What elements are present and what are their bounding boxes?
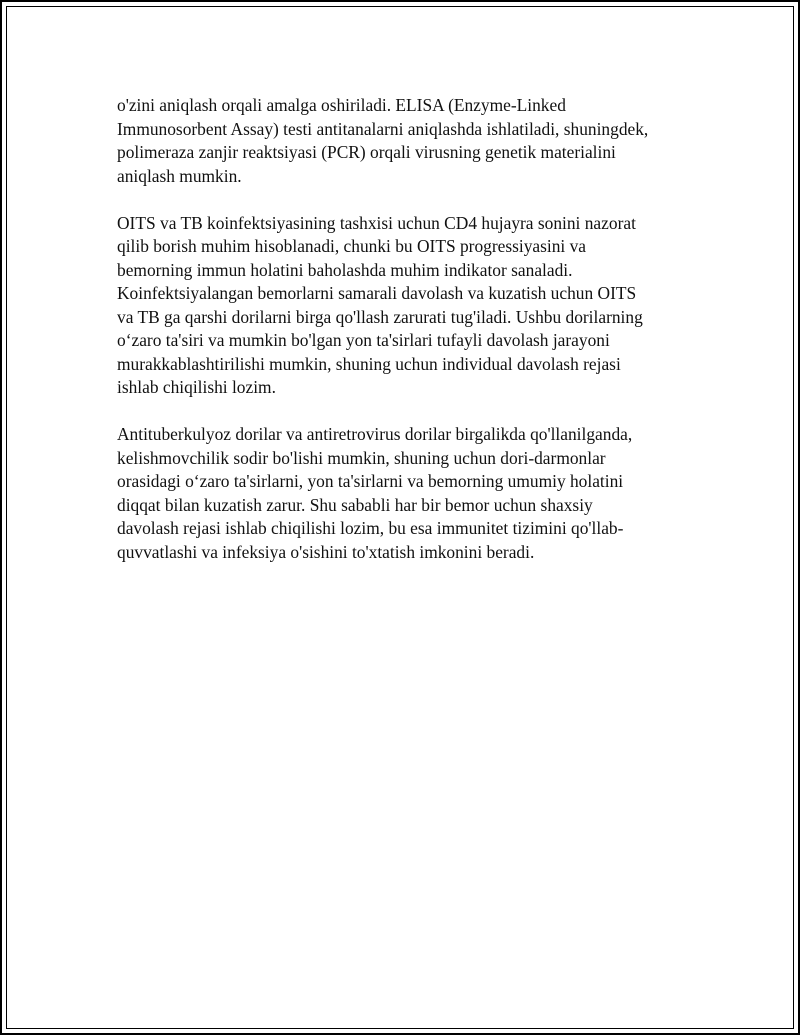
text-line: kelishmovchilik sodir bo'lishi mumkin, shuning uchun dori-darmonlar <box>117 447 606 468</box>
text-line: bemorning immun holatini baholashda muhim indikator sanaladi. <box>117 259 573 280</box>
text-line: quvvatlashi va infeksiya o'sishini to'xtatish imkonini beradi. <box>117 541 535 562</box>
text-line: va TB ga qarshi dorilarni birga qo'llash zarurati tug'iladi. Ushbu dorilarning <box>117 306 643 327</box>
text-line: Antituberkulyoz dorilar va antiretrovirus dorilar birgalikda qo'llanilganda, <box>117 424 633 444</box>
text-line: orasidagi o‘zaro ta'sirlarni, yon ta'sirlarni va bemorning umumiy holatini <box>117 471 624 491</box>
text-line: aniqlash mumkin. <box>117 165 242 186</box>
text-line: murakkablashtirilishi mumkin, shuning uchun individual davolash rejasi <box>117 353 621 374</box>
text-line: ishlab chiqilishi lozim. <box>117 377 276 397</box>
text-line: o'zini aniqlash orqali amalga oshiriladi. ELISA (Enzyme-Linked <box>117 95 566 115</box>
paragraph-3 <box>117 423 692 564</box>
text-line: davolash rejasi ishlab chiqilishi lozim, bu esa immunitet tizimini qo'llab- <box>117 518 624 538</box>
paragraph-1 <box>117 94 692 188</box>
paragraph-2 <box>117 212 692 400</box>
text-line: Koinfektsiyalangan bemorlarni samarali davolash va kuzatish uchun OITS <box>117 283 637 303</box>
text-line: o‘zaro ta'siri va mumkin bo'lgan yon ta'sirlari tufayli davolash jarayoni <box>117 330 610 350</box>
text-line: polimeraza zanjir reaktsiyasi (PCR) orqali virusning genetik materialini <box>117 142 616 162</box>
text-line: diqqat bilan kuzatish zarur. Shu sababli har bir bemor uchun shaxsiy <box>117 494 593 515</box>
document-body <box>117 94 692 588</box>
text-line: qilib borish muhim hisoblanadi, chunki bu OITS progressiyasini va <box>117 236 587 256</box>
text-line: OITS va TB koinfektsiyasining tashxisi uchun CD4 hujayra sonini nazorat <box>117 212 636 233</box>
text-line: Immunosorbent Assay) testi antitanalarni aniqlashda ishlatiladi, shuningdek, <box>117 118 649 139</box>
